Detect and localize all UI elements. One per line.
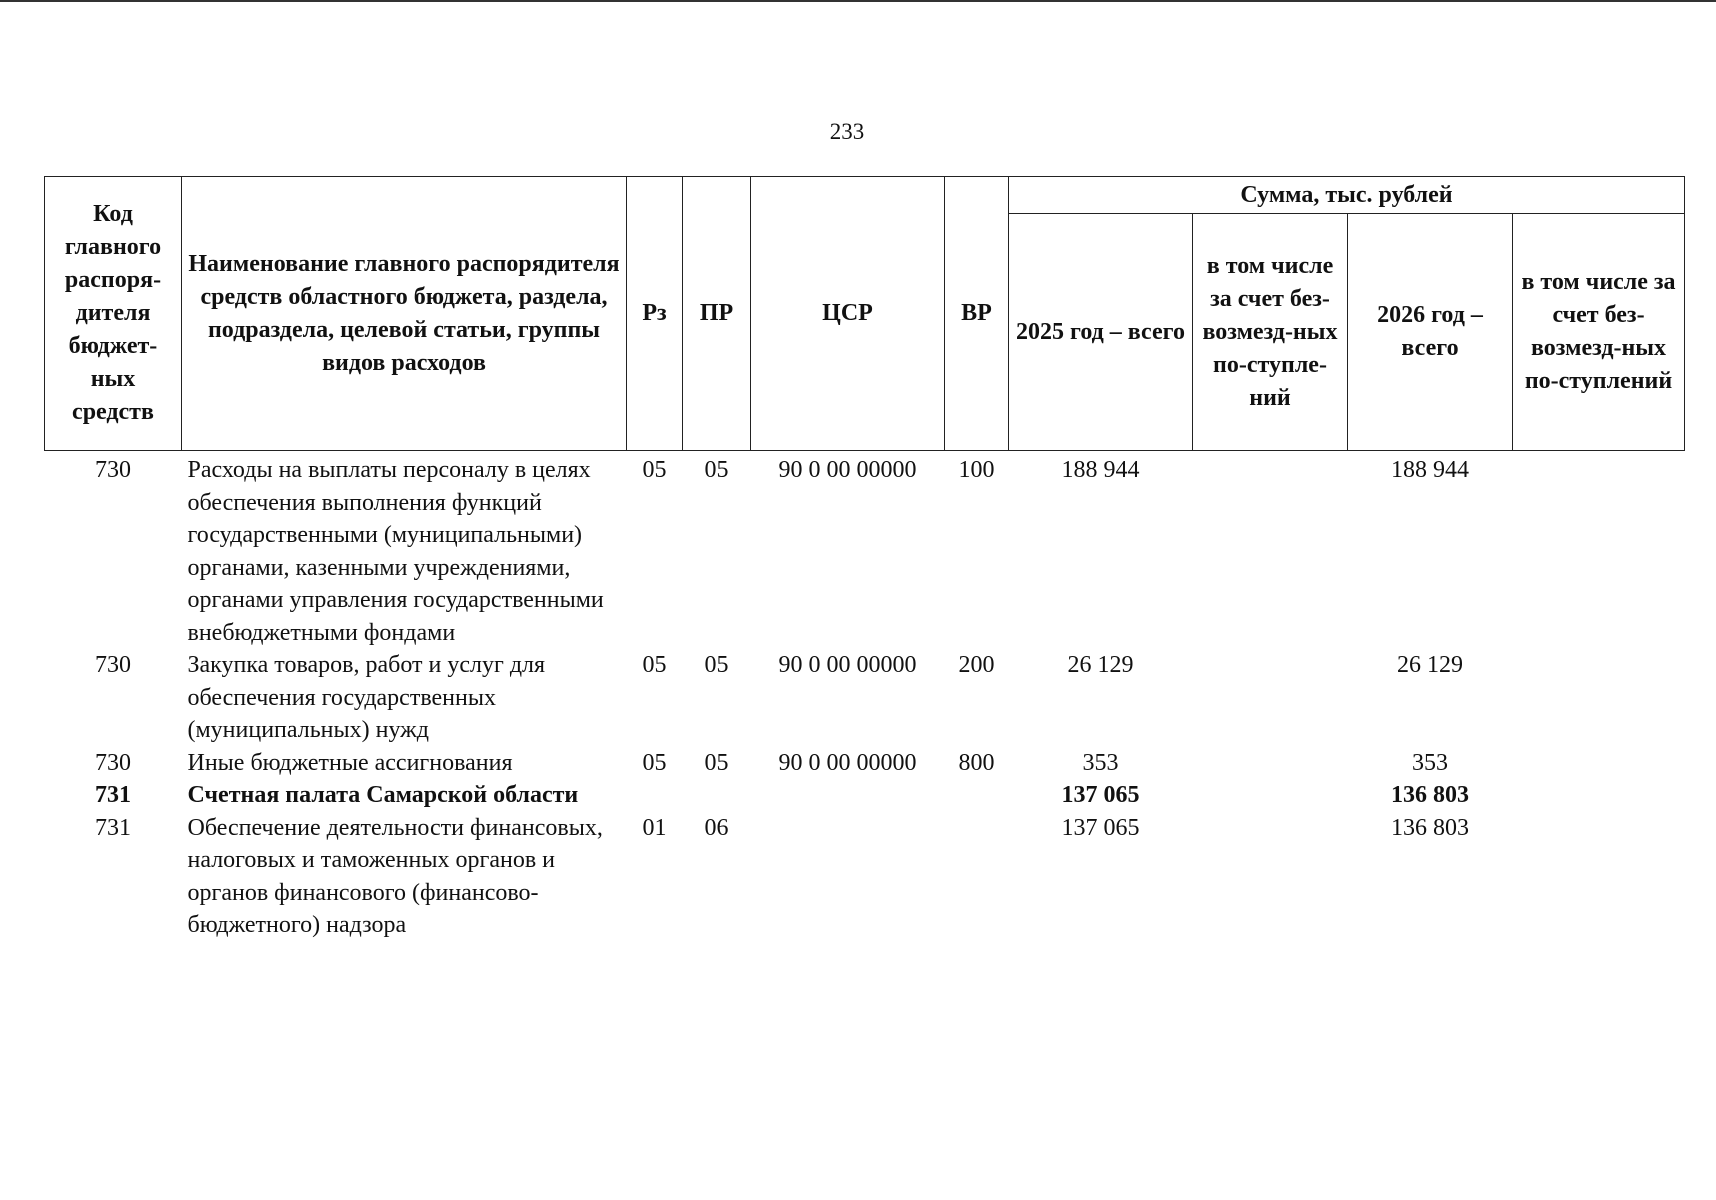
cell-vr: 200 bbox=[958, 652, 995, 678]
cell-code: 731 bbox=[95, 814, 131, 841]
cell-2026-gratuitous bbox=[1513, 747, 1685, 780]
cell-name: Закупка товаров, работ и услуг для обеспечения государственных (муниципальных) нужд bbox=[187, 652, 546, 743]
cell-code: 730 bbox=[95, 652, 131, 678]
header-rz: Рз bbox=[627, 177, 683, 451]
cell-2026-gratuitous bbox=[1513, 779, 1685, 812]
cell-pr: 05 bbox=[704, 652, 729, 678]
cell-pr: 06 bbox=[704, 814, 729, 841]
table-body bbox=[45, 451, 1685, 952]
cell-rz: 01 bbox=[642, 814, 667, 841]
cell-rz: 05 bbox=[642, 652, 667, 678]
header-vr: ВР bbox=[945, 177, 1009, 451]
cell-2026-total: 136 803 bbox=[1391, 782, 1469, 808]
cell-pr: 05 bbox=[704, 457, 729, 483]
header-2026-total: 2026 год – всего bbox=[1348, 214, 1513, 451]
cell-2025-total: 137 065 bbox=[1061, 782, 1140, 808]
cell-2026-gratuitous bbox=[1513, 451, 1685, 650]
cell-vr: 100 bbox=[958, 457, 995, 483]
cell-2026-total: 26 129 bbox=[1397, 652, 1463, 678]
cell-2026-total: 353 bbox=[1412, 749, 1448, 776]
header-csr: ЦСР bbox=[751, 177, 945, 451]
header-code: Код главного распоря-дителя бюджет-ных средств bbox=[45, 177, 182, 451]
cell-name: Иные бюджетные ассигнования bbox=[187, 749, 513, 776]
top-rule bbox=[0, 0, 1716, 2]
header-2025-gratuitous: в том числе за счет без-возмезд-ных по-ступле-ний bbox=[1193, 214, 1348, 451]
header-pr: ПР bbox=[683, 177, 751, 451]
cell-2025-total: 353 bbox=[1082, 749, 1119, 776]
cell-name: Счетная палата Самарской области bbox=[187, 782, 579, 808]
header-2026-gratuitous: в том числе за счет без-возмезд-ных по-ступлений bbox=[1513, 214, 1685, 451]
cell-vr: 800 bbox=[958, 749, 995, 776]
cell-rz bbox=[627, 779, 683, 812]
cell-code: 731 bbox=[95, 782, 131, 808]
cell-rz: 05 bbox=[642, 749, 667, 776]
cell-csr bbox=[751, 812, 945, 952]
cell-2026-total: 136 803 bbox=[1391, 814, 1469, 841]
cell-name: Расходы на выплаты персоналу в целях обеспечения выполнения функций государственными (муниципальными) органами, казенными учреждениями, органами управления государственными внебюджетными фондами bbox=[187, 457, 604, 646]
cell-2026-total: 188 944 bbox=[1391, 457, 1469, 483]
cell-vr bbox=[945, 812, 1009, 952]
cell-2025-total: 26 129 bbox=[1067, 652, 1134, 678]
table-row bbox=[45, 812, 1685, 952]
page-number: 233 bbox=[829, 119, 865, 144]
cell-vr bbox=[945, 779, 1009, 812]
cell-csr: 90 0 00 00000 bbox=[778, 457, 917, 483]
cell-2026-gratuitous bbox=[1513, 812, 1685, 952]
cell-code: 730 bbox=[95, 457, 131, 483]
cell-2025-gratuitous bbox=[1193, 649, 1348, 747]
table-row bbox=[45, 747, 1685, 780]
cell-2025-gratuitous bbox=[1193, 812, 1348, 952]
cell-csr: 90 0 00 00000 bbox=[778, 749, 917, 776]
cell-code: 730 bbox=[95, 749, 131, 776]
cell-2025-gratuitous bbox=[1193, 451, 1348, 650]
table-header bbox=[45, 177, 1685, 451]
cell-rz: 05 bbox=[642, 457, 667, 483]
table-row bbox=[45, 649, 1685, 747]
table-row-total bbox=[45, 779, 1685, 812]
cell-pr bbox=[683, 779, 751, 812]
cell-name: Обеспечение деятельности финансовых, налоговых и таможенных органов и органов финансового (финансово-бюджетного) надзора bbox=[187, 814, 603, 938]
header-name: Наименование главного распорядителя средств областного бюджета, раздела, подраздела, целевой статьи, группы видов расходов bbox=[182, 177, 627, 451]
header-2025-total: 2025 год – всего bbox=[1009, 214, 1193, 451]
cell-pr: 05 bbox=[704, 749, 729, 776]
cell-2026-gratuitous bbox=[1513, 649, 1685, 747]
cell-2025-gratuitous bbox=[1193, 747, 1348, 780]
cell-csr bbox=[751, 779, 945, 812]
table-row bbox=[45, 451, 1685, 650]
cell-2025-total: 188 944 bbox=[1061, 457, 1140, 483]
budget-table bbox=[44, 176, 1685, 952]
cell-csr: 90 0 00 00000 bbox=[778, 652, 917, 678]
header-sum: Сумма, тыс. рублей bbox=[1009, 177, 1685, 214]
cell-2025-total: 137 065 bbox=[1061, 814, 1140, 841]
cell-2025-gratuitous bbox=[1193, 779, 1348, 812]
